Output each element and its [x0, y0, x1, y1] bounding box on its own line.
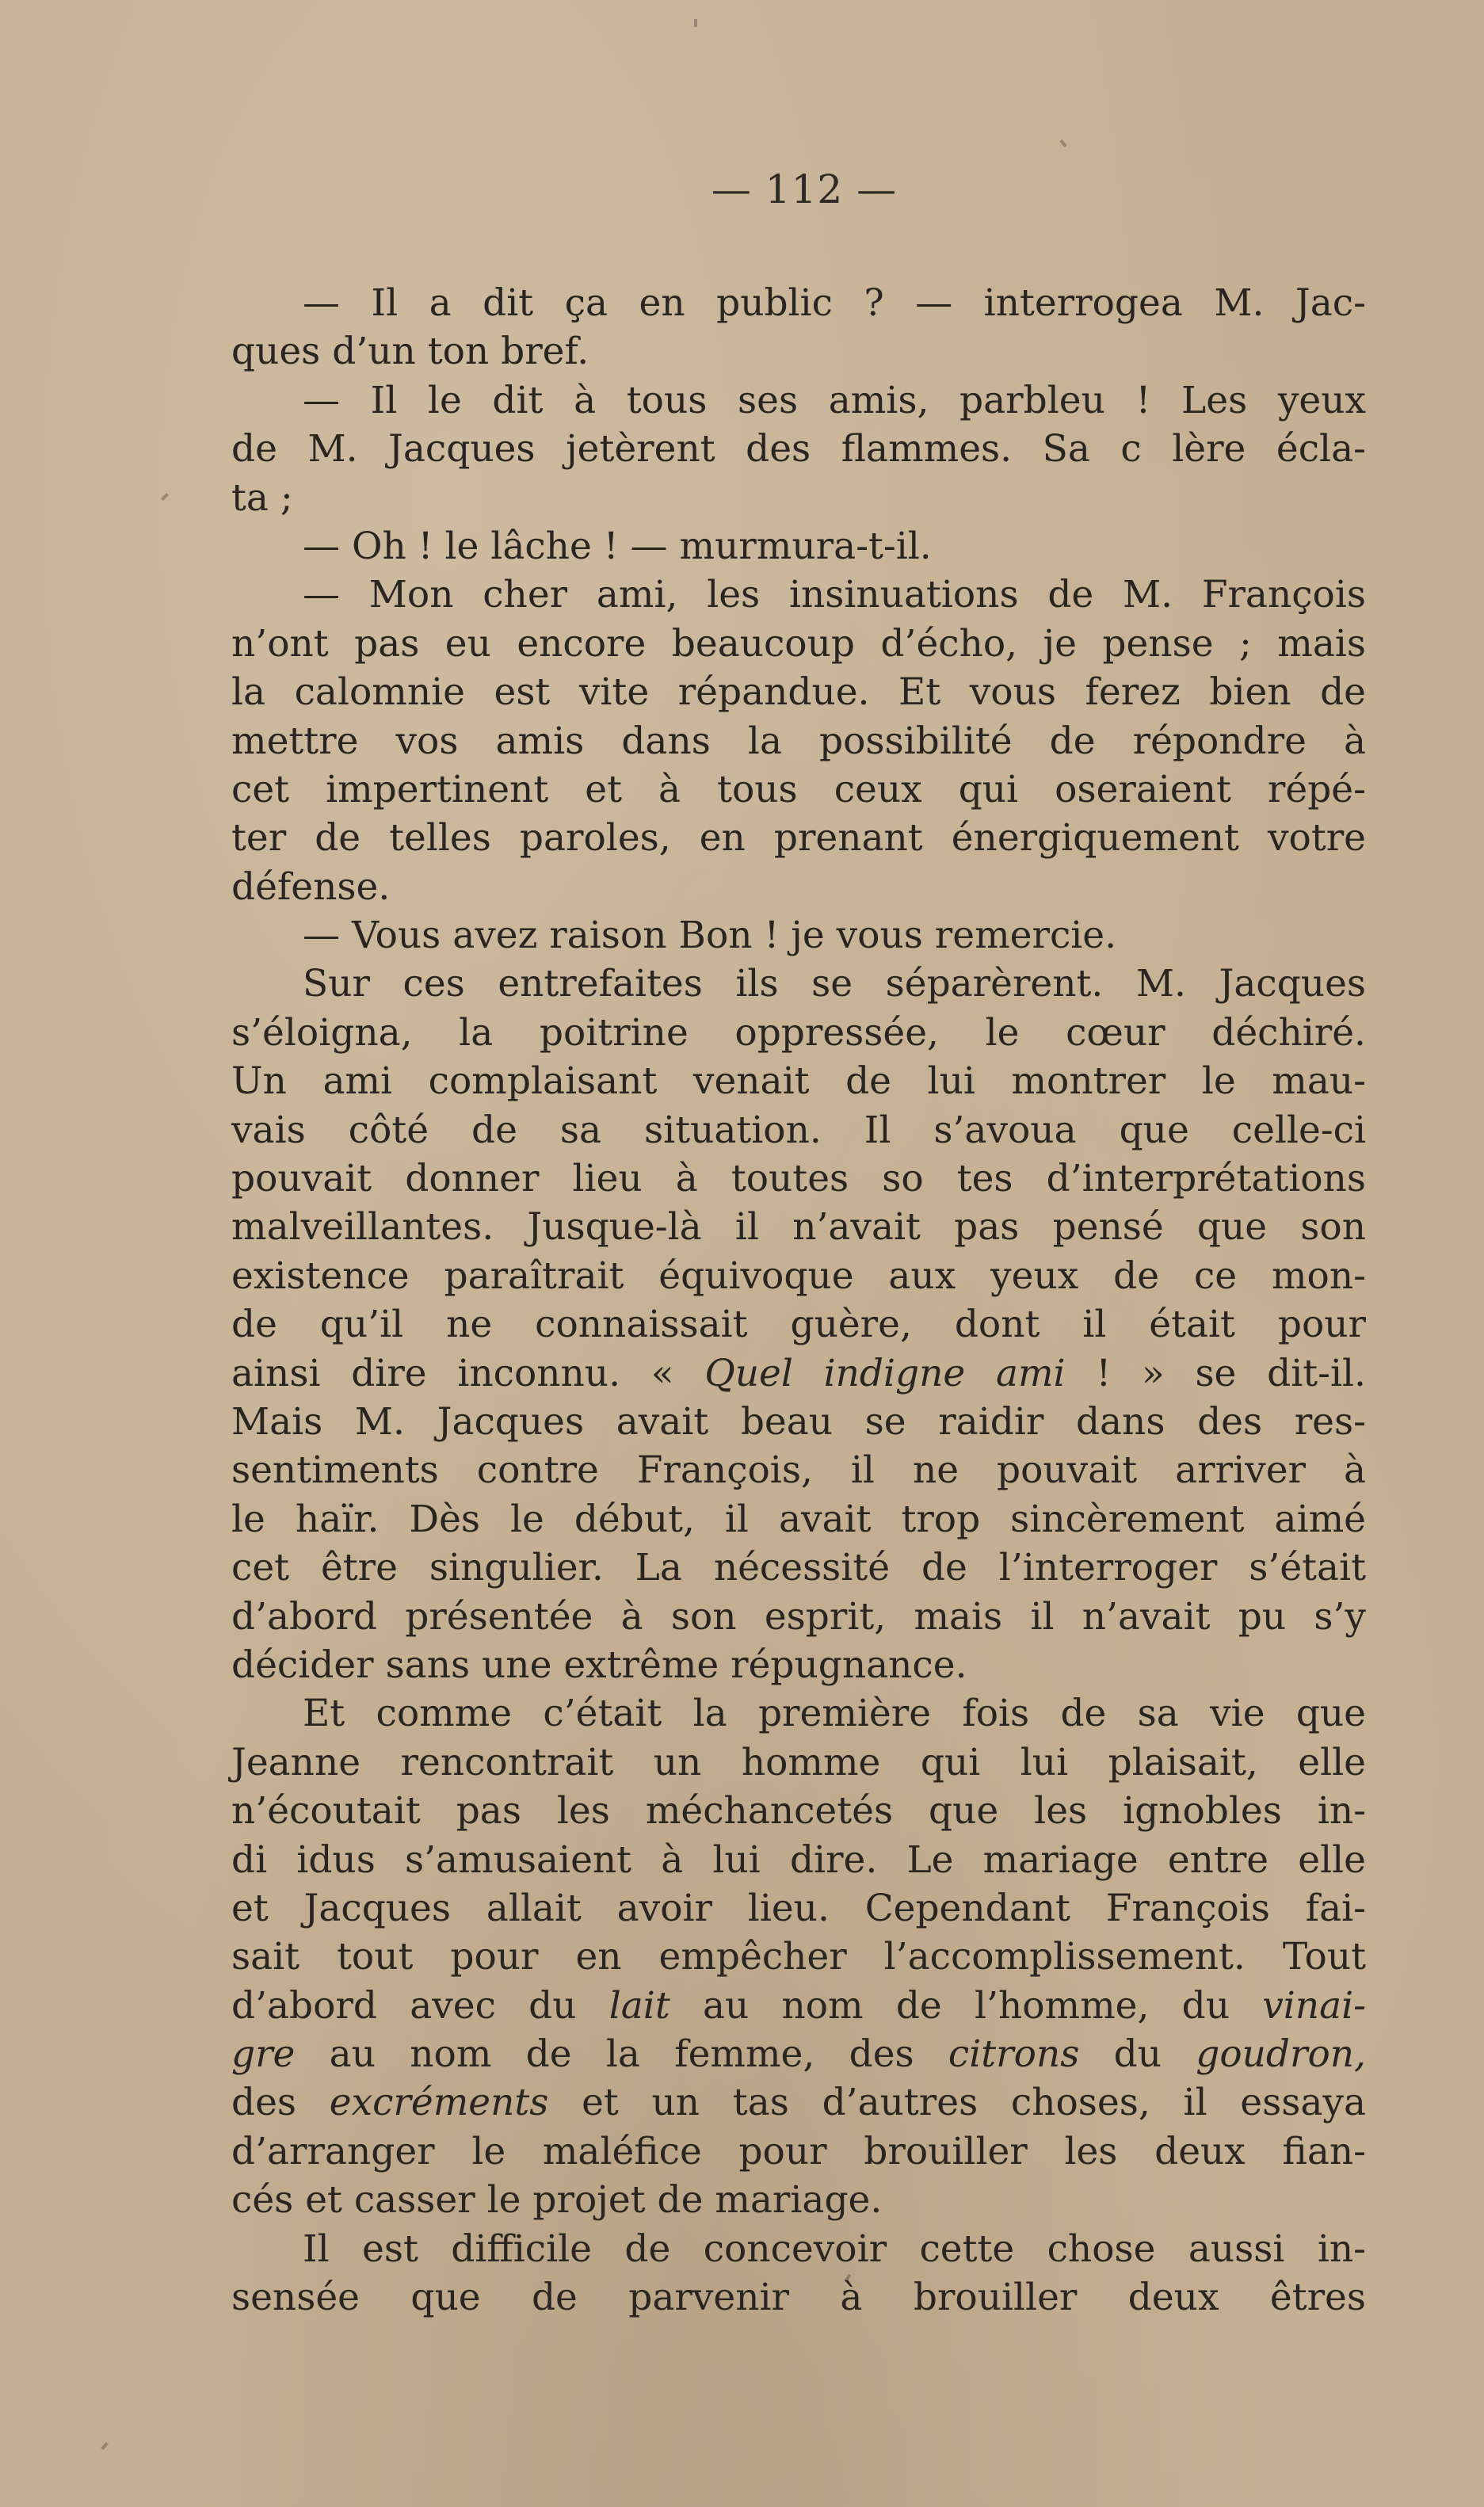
- text-line: ter de telles paroles, en prenant énergiquement votre: [231, 816, 1366, 860]
- text-line: de qu’il ne connaissait guère, dont il était pour: [231, 1303, 1366, 1347]
- italic-run: vinai-: [1262, 1983, 1367, 2028]
- text-line: Jeanne rencontrait un homme qui lui plaisait, elle: [231, 1740, 1366, 1784]
- italic-run: Quel indigne ami: [704, 1351, 1066, 1395]
- text-line: existence paraîtrait équivoque aux yeux de ce mon-: [231, 1254, 1366, 1298]
- paper-speck: [1059, 139, 1066, 147]
- text-line: sensée que de parvenir à brouiller deux êtres: [231, 2276, 1366, 2320]
- text-line: défense.: [231, 864, 391, 909]
- body-text: [231, 279, 1366, 2322]
- text-line: — Il a dit ça en public ? — interrogea M. Jac-: [303, 281, 1366, 325]
- text-run: et un tas d’autres choses, il essaya: [548, 2081, 1366, 2125]
- italic-run: excréments: [329, 2081, 549, 2125]
- text-line: — Il le dit à tous ses amis, parbleu ! Les yeux: [303, 378, 1366, 422]
- text-line: s’éloigna, la poitrine oppressée, le cœur déchiré.: [231, 1010, 1366, 1055]
- text-line: — Mon cher ami, les insinuations de M. François: [303, 573, 1366, 617]
- text-line: [231, 2078, 1366, 2127]
- text-line: vais côté de sa situation. Il s’avoua que celle-ci: [231, 1108, 1366, 1152]
- text-line: Et comme c’était la première fois de sa vie que: [303, 1692, 1366, 1736]
- text-line: ta ;: [231, 475, 293, 520]
- text-line: cet être singulier. La nécessité de l’interroger s’était: [231, 1546, 1366, 1590]
- text-line: [231, 1982, 1366, 2030]
- text-line: le haïr. Dès le début, il avait trop sincèrement aimé: [231, 1497, 1366, 1541]
- text-run: des: [231, 2081, 330, 2125]
- text-run: au nom de l’homme, du: [670, 1983, 1263, 2028]
- text-line: n’ont pas eu encore beaucoup d’écho, je pense ; mais: [231, 621, 1366, 666]
- paper-speck: [101, 2442, 108, 2450]
- text-line: Un ami complaisant venait de lui montrer le mau-: [231, 1059, 1366, 1104]
- text-line: cet impertinent et à tous ceux qui oseraient répé-: [231, 767, 1366, 811]
- text-run: ! » se dit-il.: [1065, 1351, 1367, 1395]
- italic-run: gre: [231, 2032, 296, 2077]
- text-line: de M. Jacques jetèrent des flammes. Sa c lère écla-: [231, 427, 1366, 471]
- text-line: sait tout pour en empêcher l’accomplissement. Tout: [231, 1935, 1366, 1979]
- text-line: ques d’un ton bref.: [231, 330, 589, 374]
- text-line: décider sans une extrême répugnance.: [231, 1643, 967, 1687]
- text-run: ainsi dire inconnu. «: [231, 1351, 705, 1395]
- text-line: sentiments contre François, il ne pouvait arriver à: [231, 1448, 1366, 1493]
- text-line: pouvait donner lieu à toutes so tes d’interprétations: [231, 1157, 1366, 1201]
- italic-run: citrons: [948, 2032, 1080, 2077]
- text-line: — Vous avez raison Bon ! je vous remercie.: [303, 914, 1117, 958]
- text-line: Il est difficile de concevoir cette chose aussi in-: [303, 2227, 1366, 2271]
- paper-speck: [694, 19, 697, 27]
- text-run: du: [1079, 2032, 1196, 2077]
- italic-run: goudron,: [1196, 2032, 1366, 2077]
- text-run: d’abord avec du: [231, 1983, 609, 2028]
- text-line: cés et casser le projet de mariage.: [231, 2178, 883, 2223]
- text-line: d’abord présentée à son esprit, mais il n’avait pu s’y: [231, 1594, 1366, 1639]
- text-line: — Oh ! le lâche ! — murmura-t-il.: [303, 524, 932, 568]
- text-line: [231, 2030, 1366, 2078]
- text-run: au nom de la femme, des: [295, 2032, 948, 2077]
- text-line: mettre vos amis dans la possibilité de répondre à: [231, 719, 1366, 763]
- text-line: malveillantes. Jusque-là il n’avait pas pensé que son: [231, 1205, 1366, 1250]
- text-line: Mais M. Jacques avait beau se raidir dans des res-: [231, 1399, 1366, 1444]
- text-line: la calomnie est vite répandue. Et vous ferez bien de: [231, 670, 1366, 715]
- text-line: et Jacques allait avoir lieu. Cependant François fai-: [231, 1886, 1366, 1930]
- text-line: n’écoutait pas les méchancetés que les ignobles in-: [231, 1789, 1366, 1834]
- italic-run: lait: [608, 1983, 670, 2028]
- text-line: Sur ces entrefaites ils se séparèrent. M. Jacques: [303, 962, 1366, 1006]
- text-line: [231, 1349, 1366, 1398]
- paper-speck: [161, 493, 169, 501]
- text-line: di idus s’amusaient à lui dire. Le mariage entre elle: [231, 1837, 1366, 1882]
- page-number: — 112 —: [711, 166, 898, 212]
- text-line: d’arranger le maléfice pour brouiller les deux fian-: [231, 2129, 1366, 2173]
